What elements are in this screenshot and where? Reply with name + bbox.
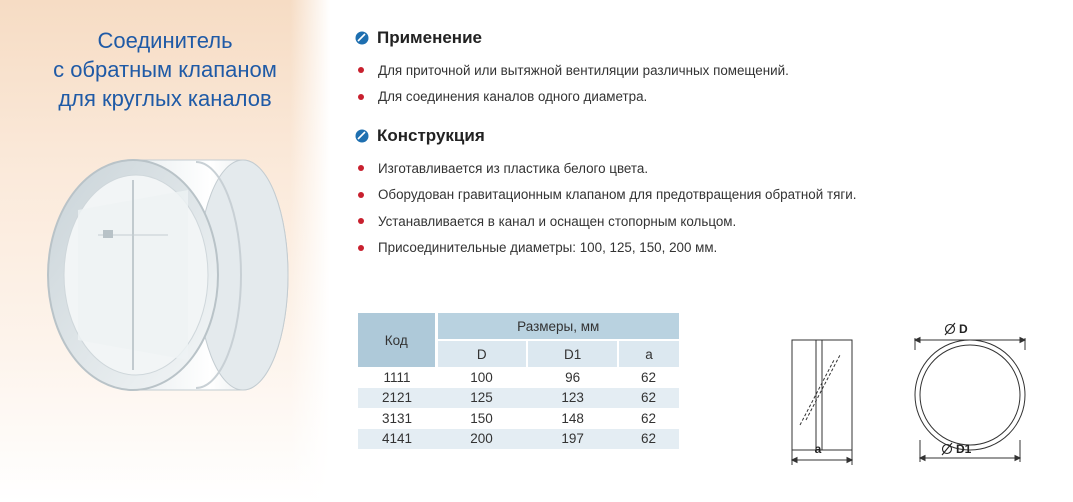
section-marker-icon [355,129,369,143]
column-header-d1: D1 [527,340,618,367]
cell-code: 3131 [358,408,436,429]
section-marker-icon [355,31,369,45]
section-construction-title: Конструкция [377,126,485,145]
title-line-2: с обратным клапаном [53,57,277,82]
bullet-dot-icon [358,67,364,73]
list-item: Изготавливается из пластика белого цвета. [358,155,856,182]
cell-d1: 96 [527,367,618,388]
table-row [358,429,679,450]
sizes-column-header: Размеры, мм [436,313,679,340]
dimension-label-d: D [959,322,968,336]
dimensions-table [358,313,679,449]
dimension-label-d1: D1 [956,442,972,456]
table-row [358,408,679,429]
bullet-dot-icon [358,218,364,224]
page-title [0,26,330,113]
code-column-header: Код [358,313,436,367]
product-image [38,140,308,410]
cell-d: 125 [436,388,527,409]
column-header-d: D [436,340,527,367]
bullet-dot-icon [358,245,364,251]
bullet-dot-icon [358,192,364,198]
cell-d: 100 [436,367,527,388]
section-construction-heading [355,126,485,146]
list-item: Присоединительные диаметры: 100, 125, 150, 200 мм. [358,235,856,262]
cell-a: 62 [618,367,679,388]
column-header-a: a [618,340,679,367]
cell-d1: 123 [527,388,618,409]
cell-code: 4141 [358,429,436,450]
bullet-dot-icon [358,165,364,171]
section-application-title: Применение [377,28,482,47]
title-line-1: Соединитель [97,28,233,53]
bullet-dot-icon [358,94,364,100]
cell-d: 200 [436,429,527,450]
list-item: Оборудован гравитационным клапаном для предотвращения обратной тяги. [358,182,856,209]
cell-d1: 197 [527,429,618,450]
list-item: Для приточной или вытяжной вентиляции различных помещений. [358,57,789,84]
side-view-drawing [792,340,852,465]
title-line-3: для круглых каналов [58,86,272,111]
cell-code: 2121 [358,388,436,409]
table-row [358,367,679,388]
dimension-label-a: a [814,442,822,456]
cell-a: 62 [618,429,679,450]
list-item: Для соединения каналов одного диаметра. [358,84,789,111]
technical-drawings [770,310,1070,470]
application-list [358,57,789,110]
cell-d1: 148 [527,408,618,429]
cell-a: 62 [618,388,679,409]
cell-d: 150 [436,408,527,429]
table-row [358,388,679,409]
section-application-heading [355,28,482,48]
construction-list [358,155,856,261]
cell-a: 62 [618,408,679,429]
list-item: Устанавливается в канал и оснащен стопорным кольцом. [358,208,856,235]
cell-code: 1111 [358,367,436,388]
